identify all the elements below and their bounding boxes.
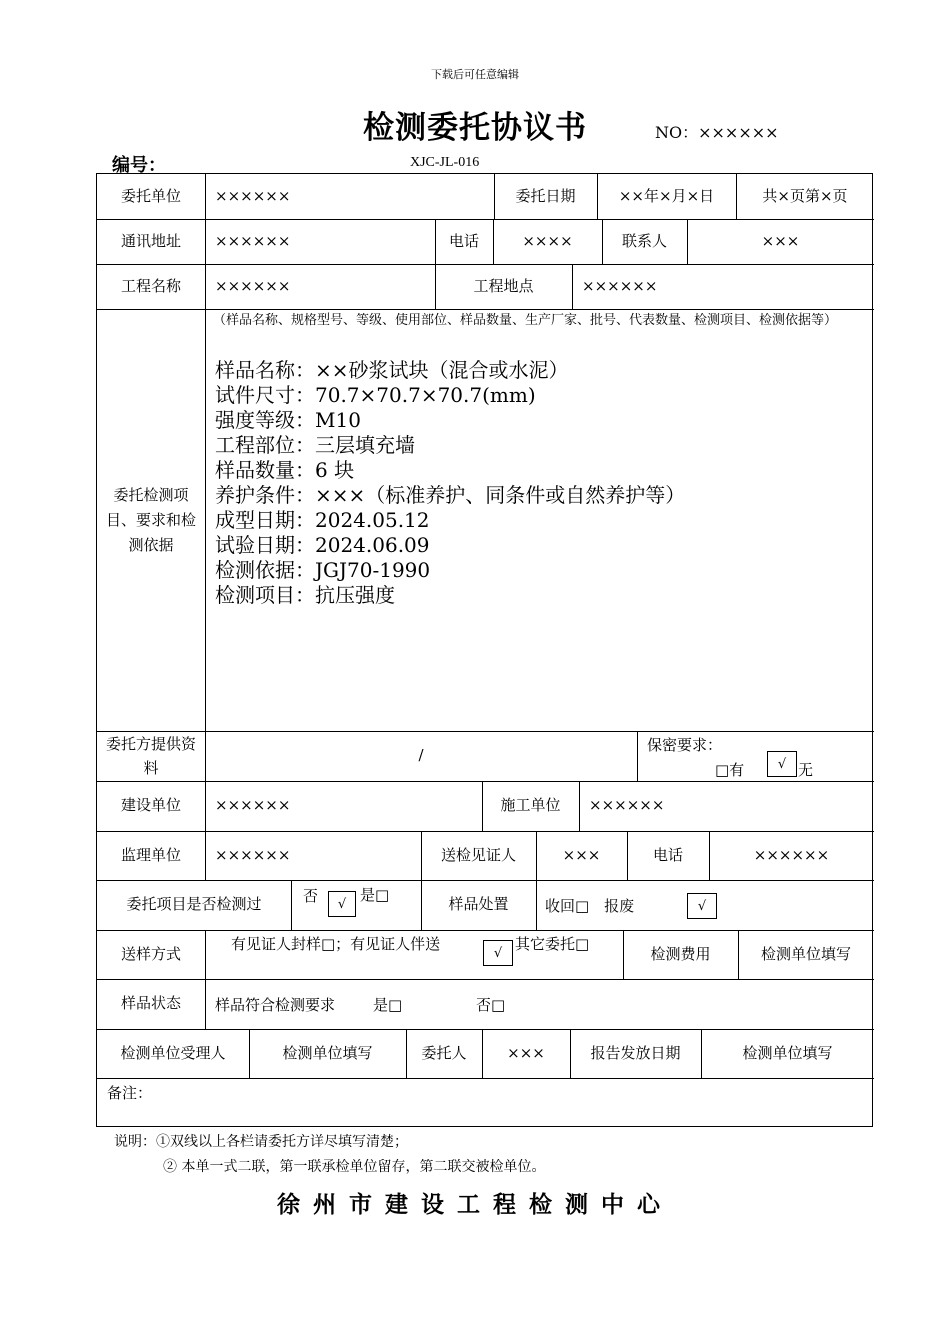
witness-label: 送检见证人 [440, 845, 516, 864]
list-item: 样品名称：××砂浆试块（混合或水泥） [215, 358, 569, 382]
fee-label: 检测费用 [650, 944, 711, 963]
test-items-hint: （样品名称、规格型号、等级、使用部位、样品数量、生产厂家、批号、代表数量、检测项目、检测依据等） [213, 313, 838, 328]
builder-label: 建设单位 [120, 796, 181, 815]
builder-value[interactable]: ×××××× [215, 796, 291, 815]
col-divider [637, 731, 638, 781]
supervisor-label: 监理单位 [120, 845, 181, 864]
note-line-2: ② 本单一式二联，第一联承检单位留存，第二联交被检单位。 [163, 1159, 546, 1175]
disposal-scrap-checkbox[interactable]: √ [687, 893, 717, 919]
list-item: 成型日期：2024.05.12 [215, 508, 430, 532]
test-items-list[interactable] [215, 358, 865, 608]
list-item: 养护条件：×××（标准养护、同条件或自然养护等） [215, 483, 686, 507]
date-value[interactable]: ××年×月×日 [618, 186, 715, 205]
row-divider [97, 979, 874, 980]
provided-docs-value[interactable]: / [418, 746, 424, 765]
sample-state-yes[interactable]: 是□ [373, 996, 403, 1014]
witness-phone-value[interactable]: ×××××× [753, 845, 830, 864]
address-value[interactable]: ×××××× [215, 231, 291, 250]
list-item: 样品数量：6 块 [215, 458, 355, 482]
location-value[interactable]: ×××××× [582, 276, 658, 295]
list-item: 强度等级：M10 [215, 408, 361, 432]
secrecy-checkbox[interactable]: √ [767, 751, 797, 777]
project-value[interactable]: ×××××× [215, 276, 291, 295]
page-count: 共×页第×页 [762, 186, 848, 205]
tested-no-checkbox[interactable]: √ [328, 891, 356, 917]
fee-value: 检测单位填写 [760, 944, 851, 963]
delivery-label: 送样方式 [120, 944, 181, 963]
constructor-value[interactable]: ×××××× [589, 796, 665, 815]
col-divider [536, 880, 537, 930]
row-divider [97, 1078, 874, 1079]
contact-value[interactable]: ××× [761, 231, 800, 250]
principal-value[interactable]: ××× [507, 1043, 545, 1062]
secrecy-no: 无 [798, 761, 814, 779]
tested-yes-option[interactable]: 是□ [360, 886, 390, 904]
col-divider [291, 880, 292, 930]
client-label: 委托单位 [120, 186, 181, 205]
report-date-value: 检测单位填写 [742, 1043, 833, 1062]
test-items-label: 委托检测项目、要求和检测依据 [105, 485, 196, 554]
phone-value[interactable]: ×××× [522, 231, 573, 250]
provided-docs-label: 委托方提供资料 [105, 735, 196, 777]
issuer-name: 徐州市建设工程检测中心 [277, 1192, 673, 1218]
list-item: 试件尺寸：70.7×70.7×70.7(mm) [215, 383, 536, 407]
col-divider [205, 309, 206, 731]
constructor-label: 施工单位 [500, 796, 561, 815]
report-date-label: 报告发放日期 [590, 1043, 681, 1062]
secrecy-label: 保密要求： [647, 736, 723, 754]
phone-label: 电话 [448, 231, 479, 250]
tested-before-label: 委托项目是否检测过 [126, 895, 262, 914]
list-item: 工程部位：三层填充墙 [215, 433, 415, 457]
document-number: NO：×××××× [655, 123, 779, 142]
list-item: 检测依据：JGJ70-1990 [215, 558, 431, 582]
remarks-label: 备注： [107, 1084, 153, 1102]
witness-value[interactable]: ××× [562, 845, 601, 864]
form-table [96, 173, 873, 1127]
disposal-options[interactable]: 收回□ 报废 [545, 897, 635, 915]
note-line-1: 说明：①双线以上各栏请委托方详尽填写清楚； [114, 1134, 408, 1150]
disposal-label: 样品处置 [448, 895, 509, 914]
location-label: 工程地点 [473, 276, 534, 295]
secrecy-yes[interactable]: □有 [715, 761, 745, 779]
col-divider [205, 979, 206, 1029]
serial-value: XJC-JL-016 [410, 155, 480, 170]
witness-phone-label: 电话 [652, 845, 683, 864]
client-value[interactable]: ×××××× [215, 186, 291, 205]
project-label: 工程名称 [120, 276, 181, 295]
delivery-escort-checkbox[interactable]: √ [483, 940, 513, 966]
sample-state-text: 样品符合检测要求 [215, 996, 336, 1014]
address-label: 通讯地址 [120, 231, 181, 250]
supervisor-value[interactable]: ×××××× [215, 845, 291, 864]
tested-no-label: 否 [303, 887, 319, 905]
list-item: 试验日期：2024.06.09 [215, 533, 430, 557]
receiver-value: 检测单位填写 [282, 1043, 373, 1062]
contact-label: 联系人 [621, 231, 667, 250]
list-item: 检测项目：抗压强度 [215, 583, 395, 607]
delivery-options[interactable]: 有见证人封样□；有见证人伴送 [231, 935, 441, 953]
top-note: 下载后可任意编辑 [431, 68, 519, 81]
serial-label: 编号： [112, 155, 166, 176]
delivery-other-option[interactable]: 其它委托□ [515, 935, 590, 953]
date-label: 委托日期 [515, 186, 576, 205]
receiver-label: 检测单位受理人 [120, 1043, 226, 1062]
page-title: 检测委托协议书 [363, 110, 587, 146]
sample-state-no[interactable]: 否□ [476, 996, 506, 1014]
col-divider [205, 930, 206, 979]
principal-label: 委托人 [421, 1043, 467, 1062]
sample-state-label: 样品状态 [120, 994, 181, 1013]
